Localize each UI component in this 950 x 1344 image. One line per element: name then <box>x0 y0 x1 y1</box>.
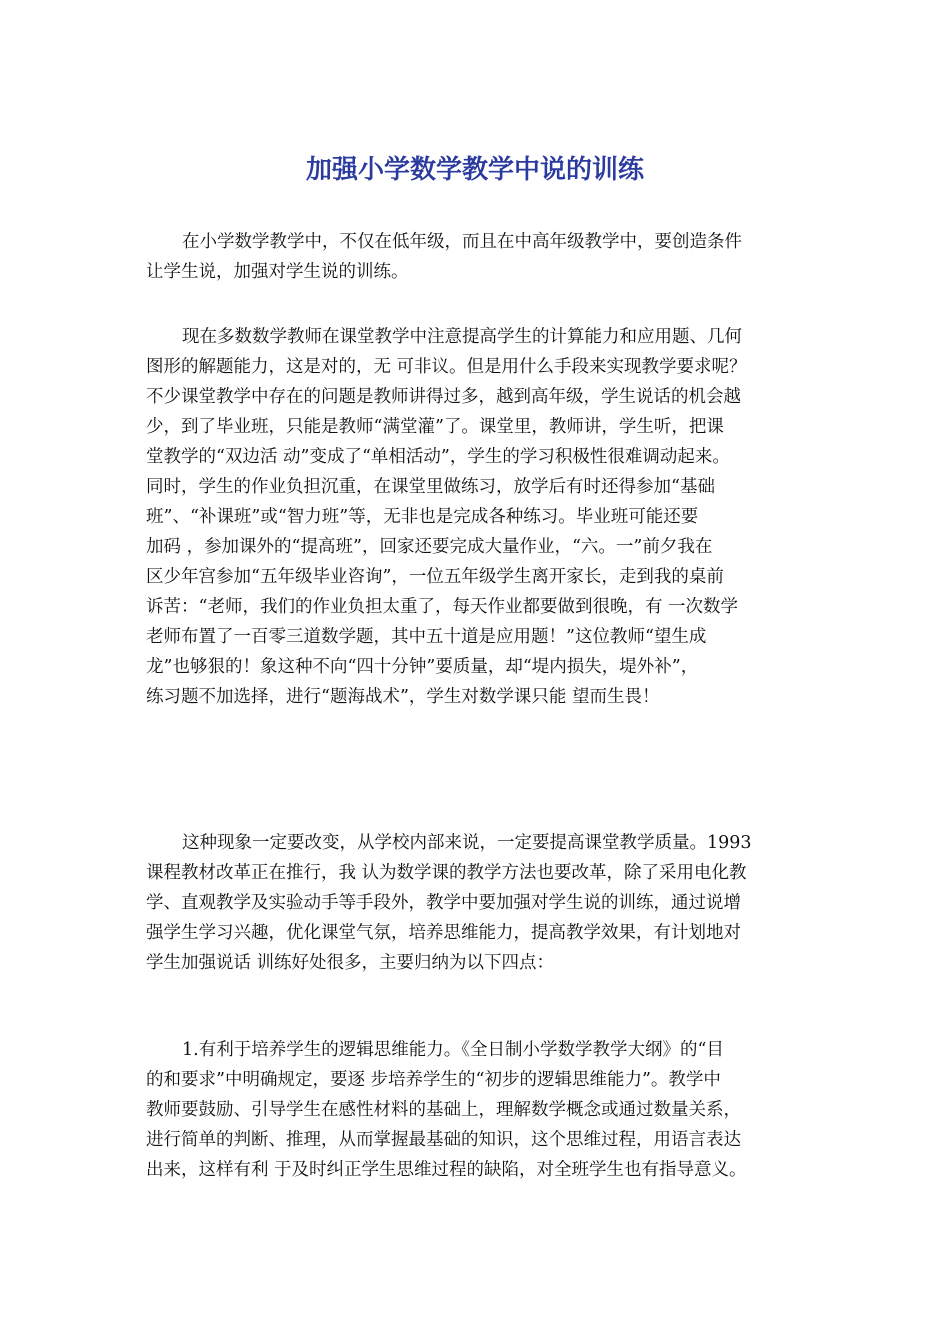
text-line: 出来，这样有利 于及时纠正学生思维过程的缺陷，对全班学生也有指导意义。 <box>146 1160 747 1180</box>
paragraph-problem <box>146 322 810 712</box>
paragraph-point-1 <box>146 1035 810 1185</box>
text-line: 教师要鼓励、引导学生在感性材料的基础上，理解数学概念或通过数量关系， <box>146 1100 741 1120</box>
text-line: 加码 ，参加课外的“提高班”，回家还要完成大量作业，“六。一”前夕我在 <box>146 537 713 557</box>
text-line: 这种现象一定要改变，从学校内部来说，一定要提高课堂教学质量。1993 <box>182 833 752 853</box>
text-line: 同时，学生的作业负担沉重，在课堂里做练习，放学后有时还得参加“基础 <box>146 477 715 497</box>
text-line: 区少年宫参加“五年级毕业咨询”，一位五年级学生离开家长，走到我的桌前 <box>146 567 724 587</box>
text-line: 强学生学习兴趣，优化课堂气氛，培养思维能力，提高教学效果，有计划地对 <box>146 923 741 943</box>
text-line: 堂教学的“双边活 动”变成了“单相活动”，学生的学习积极性很难调动起来。 <box>146 447 730 467</box>
document-title: 加强小学数学教学中说的训练 <box>305 155 644 185</box>
text-line: 图形的解题能力，这是对的，无 可非议。但是用什么手段来实现教学要求呢？ <box>146 357 747 377</box>
text-line: 1.有利于培养学生的逻辑思维能力。《全日制小学数学教学大纲》的“目 <box>182 1040 724 1060</box>
paragraph-reform <box>146 828 810 978</box>
text-line: 龙”也够狠的！象这种不向“四十分钟”要质量，却“堤内损失，堤外补”， <box>146 657 699 677</box>
text-line: 班”、“补课班”或“智力班”等，无非也是完成各种练习。毕业班可能还要 <box>146 507 699 527</box>
text-line: 的和要求”中明确规定，要逐 步培养学生的“初步的逻辑思维能力”。教学中 <box>146 1070 721 1090</box>
text-line: 老师布置了一百零三道数学题，其中五十道是应用题！”这位教师“望生成 <box>146 627 707 647</box>
text-line: 学生加强说话 训练好处很多，主要归纳为以下四点： <box>146 953 555 973</box>
text-line: 在小学数学教学中，不仅在低年级，而且在中高年级教学中，要创造条件 <box>182 232 742 252</box>
text-line: 现在多数数学教师在课堂教学中注意提高学生的计算能力和应用题、几何 <box>182 327 742 347</box>
text-line: 练习题不加选择，进行“题海战术”，学生对数学课只能 望而生畏！ <box>146 687 660 707</box>
text-line: 少，到了毕业班，只能是教师“满堂灌”了。课堂里，教师讲，学生听，把课 <box>146 417 724 437</box>
text-line: 诉苦：“老师，我们的作业负担太重了，每天作业都要做到很晚，有 一次数学 <box>146 597 739 617</box>
text-line: 让学生说，加强对学生说的训练。 <box>146 262 409 282</box>
text-line: 不少课堂教学中存在的问题是教师讲得过多，越到高年级，学生说话的机会越 <box>146 387 741 407</box>
text-line: 进行简单的判断、推理，从而掌握最基础的知识，这个思维过程，用语言表达 <box>146 1130 741 1150</box>
text-line: 学、直观教学及实验动手等手段外，教学中要加强对学生说的训练，通过说增 <box>146 893 741 913</box>
text-line: 课程教材改革正在推行，我 认为数学课的教学方法也要改革，除了采用电化教 <box>146 863 747 883</box>
paragraph-intro <box>146 227 810 287</box>
